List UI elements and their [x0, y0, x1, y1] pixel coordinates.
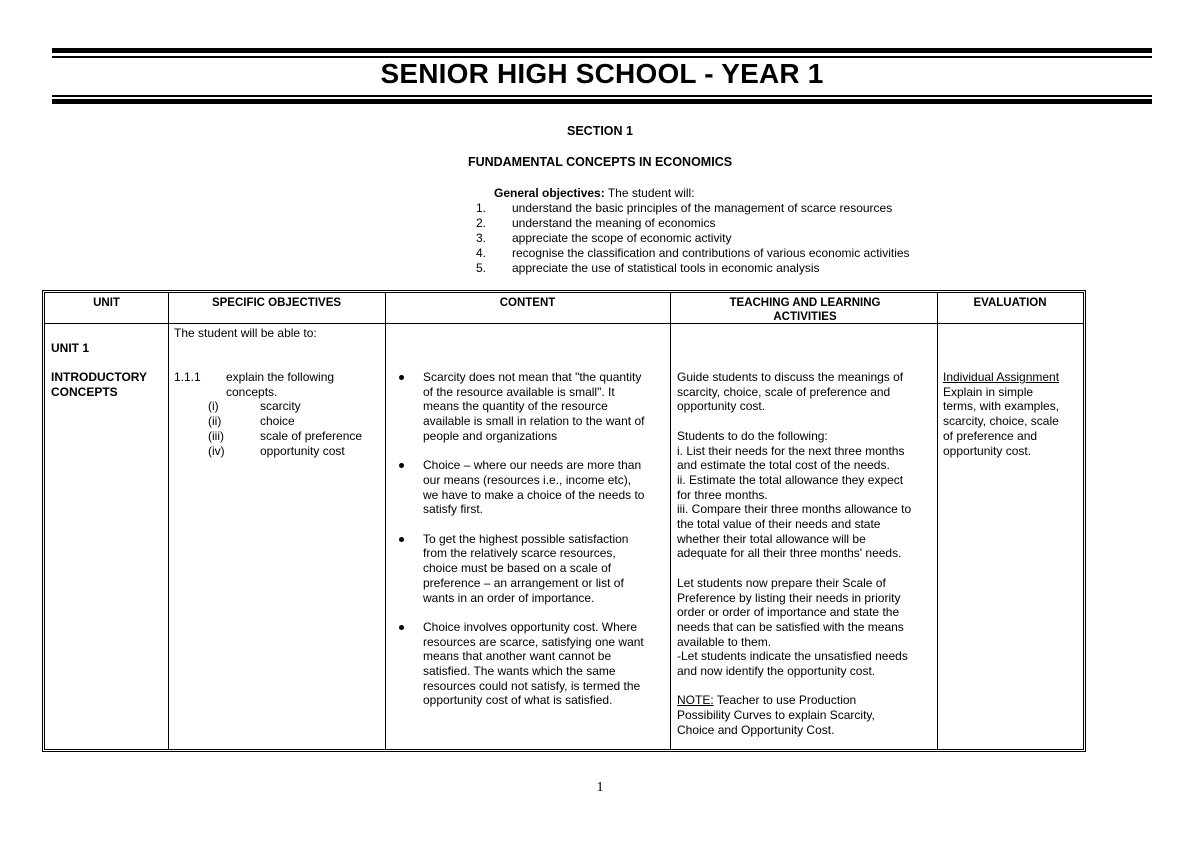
teaching-paragraph-1: Guide students to discuss the meanings of scarcity, choice, scale of preference and opportunity cost. [677, 370, 904, 414]
note-label: NOTE: [677, 693, 714, 708]
list-item: (iii) scale of preference [208, 428, 363, 443]
evaluation-cell: Individual Assignment Explain in simple terms, with examples, scarcity, choice, scale of preference and opportunity cost. [943, 370, 1085, 458]
list-item: 4. recognise the classification and contributions of various economic activities [476, 246, 910, 260]
list-item: 3. appreciate the scope of economic activity [476, 231, 732, 245]
list-item: 5. appreciate the use of statistical tools in economic analysis [476, 261, 820, 275]
evaluation-heading: Individual Assignment [943, 370, 1060, 384]
list-item: Scarcity does not mean that "the quantity of the resource available is small". It means the quantity of the resource available is small in relation to the want of people and organizations [391, 370, 667, 444]
list-item: Choice – where our needs are more than our means (resources i.e., income etc), we have to make a choice of the needs to satisfy first. [391, 458, 667, 517]
header-unit: UNIT [93, 297, 120, 309]
page-number: 1 [596, 780, 604, 795]
header-evaluation: EVALUATION [973, 297, 1047, 309]
list-item: (i) scarcity [208, 399, 301, 414]
list-item: To get the highest possible satisfaction from the relatively scarce resources, choice must be based on a scale of preference – an arrangement or list of wants in an order of importance. [391, 532, 667, 606]
section-label: SECTION 1 [567, 124, 633, 138]
header-teaching-activities: TEACHING AND LEARNING ACTIVITIES [729, 297, 881, 323]
teaching-paragraph-3: Let students now prepare their Scale of Preference by listing their needs in priority order or order of importance and state the needs that can be satisfied with the means available to them. -Let students indicate the unsatisfied needs and now identify the opportunity cost. [677, 575, 908, 679]
objective-code: 1.1.1 [174, 370, 201, 384]
page-title: SENIOR HIGH SCHOOL - YEAR 1 [380, 58, 824, 89]
teaching-paragraph-2: Students to do the following: i. List their needs for the next three months and estimate the total cost of the needs. ii. Estimate the total allowance they expect for three months. iii. Compare their three months allowance to the total value of their needs and state whether their total allowance will be adequate for all their three months' needs. [677, 428, 912, 561]
list-item: (ii) choice [208, 414, 295, 429]
teaching-note: NOTE: Teacher to use Production Possibility Curves to explain Scarcity, Choice and Opportunity Cost. [677, 693, 875, 737]
column-divider [168, 293, 169, 749]
unit-name: INTRODUCTORY CONCEPTS [51, 370, 147, 399]
column-divider [385, 293, 386, 749]
content-cell [391, 370, 667, 723]
content-list [391, 370, 667, 708]
general-objectives-list [476, 201, 910, 276]
list-item: 2. understand the meaning of economics [476, 216, 716, 230]
top-rule-thick [52, 48, 1152, 53]
bottom-rule-thick [52, 99, 1152, 104]
general-objectives [476, 186, 910, 276]
column-divider [937, 293, 938, 749]
objective-1-1-1: 1.1.1 explain the following concepts. (i) scarcity (ii) choice (iii) scale of preference (iv) opportunity cost [174, 370, 379, 458]
list-item: 1. understand the basic principles of the management of scarce resources [476, 201, 893, 215]
list-item: (iv) opportunity cost [208, 443, 345, 458]
objective-concepts-list [174, 399, 379, 458]
list-item: Choice involves opportunity cost. Where resources are scarce, satisfying one want means that another want cannot be satisfied. The wants which the same resources could not satisfy, is termed the opportunity cost of what is satisfied. [391, 620, 667, 708]
general-objectives-heading: General objectives: The student will: [494, 186, 695, 200]
section-heading: FUNDAMENTAL CONCEPTS IN ECONOMICS [467, 155, 733, 169]
header-content: CONTENT [499, 297, 556, 309]
unit-number: UNIT 1 [51, 341, 90, 355]
bottom-rule-thin [52, 95, 1152, 97]
header-divider [45, 323, 1083, 324]
objectives-intro: The student will be able to: [174, 326, 317, 340]
syllabus-table [42, 290, 1086, 752]
teaching-activities-cell [677, 370, 935, 738]
header-specific-objectives: SPECIFIC OBJECTIVES [211, 297, 342, 309]
column-divider [670, 293, 671, 749]
